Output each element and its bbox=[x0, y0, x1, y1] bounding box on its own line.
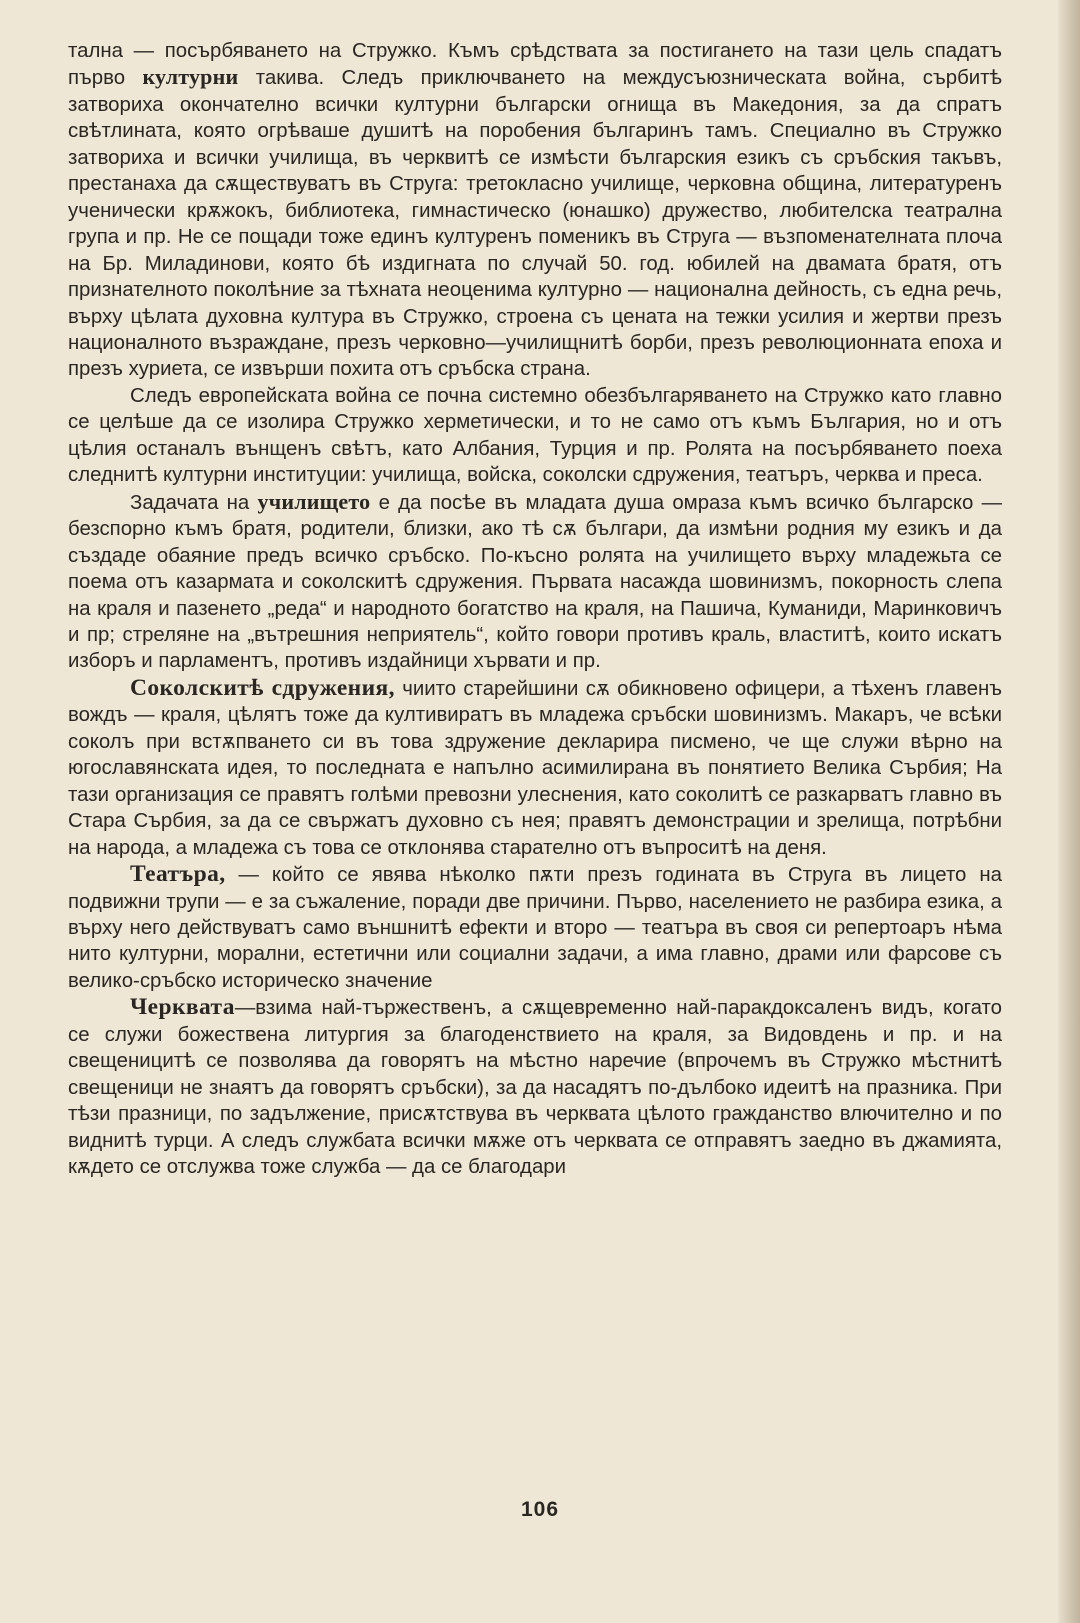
text-run: такива. Следъ приключването на междусъюзническата война, сърбитѣ затвориха окончателно всички културни български огнища въ Македония, за да спратъ свѣтлината, която огрѣваше душитѣ на поробения българинъ тамъ. Специално въ Стружко затвориха и всички училища, въ черквитѣ се измѣсти българския езикъ съ сръбския такъвъ, престанаха да сѫществуватъ въ Струга: третокласно училище, черковна община, литературенъ ученически крѫжокъ, библиотека, гимнастическо (юнашко) дружество, любителска театрална група и пр. Не се пощади тоже единъ културенъ поменикъ въ Струга — възпоменателната плоча на Бр. Миладинови, която бѣ издигната по случай 50. год. юбилей на двамата братя, отъ признателното поколѣние за тѣхната неоценима културно — национална дейность, съ една речь, върху цѣлата духовна култура въ Стружко, строена съ цената на тежки усилия и жертви презъ националното възраждане, презъ черковно—училищнитѣ борби, презъ революционната епоха и презъ хуриета, се извърши похита отъ сръбска страна. bbox=[68, 67, 1002, 381]
paragraph-1 bbox=[68, 38, 1002, 383]
bold-term-uchilishteto: училището bbox=[257, 488, 371, 514]
text-run: е да посѣе въ младата душа омраза къмъ всичко българско — безспорно къмъ братя, родители, близки, ако тѣ сѫ българи, да измѣни родния му езикъ и да създаде обаяние предъ всичко сръбско. По-късно ролята на училището върху младежьта се поема отъ казармата и соколскитѣ сдружения. Първата насажда шовинизмъ, покорность слепа на краля и пазенето „реда“ и народното богатство на краля, на Пашича, Куманиди, Маринковичъ и пр; стреляне на „вътрешния неприятель“, който говори противъ краль, властитѣ, които искатъ изборъ и парламентъ, противъ издайници хървати и пр. bbox=[68, 491, 1002, 673]
bold-term-kulturni: културни bbox=[142, 64, 239, 90]
section-heading-sokolski: Соколскитѣ сдружения, bbox=[130, 674, 395, 701]
text-run: чиито старейшини сѫ обикновено офицери, а тѣхенъ главенъ вождъ — краля, цѣлятъ тоже да култивиратъ въ младежа сръбски шовинизмъ. Макаръ, че всѣки соколъ при встѫпването си въ това здружение декларира писмено, че ще служи вѣрно на югославянската идея, то последната е напълно асимилирана въ понятието Велика Сърбия; На тази организация се правятъ голѣми превозни улеснения, като соколитѣ се разкарватъ главно въ Стара Сърбия, за да се свържатъ духовно съ нея; правятъ демонстрации и зрелища, потрѣбни на народа, а младежа съ това се отклонява старателно отъ въпроситѣ на деня. bbox=[68, 677, 1002, 859]
page-number: 106 bbox=[520, 1498, 560, 1521]
section-heading-teatara: Театъра, bbox=[130, 861, 226, 888]
paragraph-5 bbox=[68, 861, 1002, 994]
paragraph-6 bbox=[68, 994, 1002, 1180]
paragraph-2 bbox=[68, 383, 1002, 489]
section-heading-cherkvata: Черквата bbox=[130, 994, 235, 1021]
scan-page-edge bbox=[1058, 0, 1080, 1623]
paragraph-4 bbox=[68, 675, 1002, 861]
text-run: —взима най-тържественъ, а сѫщевременно най-паракдоксаленъ видъ, когато се служи божествена литургия за благоденствието на краля, за Видовдень и пр. и на свещеницитѣ се позволява да говорятъ на мѣстно наречие (впрочемъ въ Стружко мѣстнитѣ свещеници не знаятъ да говорятъ сръбски), за да насадятъ по-дълбоко идеитѣ на празника. При тѣзи празници, по задължение, присѫтствува въ черквата цѣлото гражданство влючително и по виднитѣ турци. А следъ службата всички мѫже отъ черквата се отправятъ заедно въ джамията, кѫдето се отслужва тоже служба — да се благодари bbox=[68, 997, 1002, 1179]
body-text bbox=[68, 38, 1002, 1180]
text-run: — който се явява нѣколко пѫти презъ годината въ Струга въ лицето на подвижни трупи — е за съжаление, поради две причини. Първо, населението не разбира езика, а върху него действуватъ само външнитѣ ефекти и второ — театъра въ своя си репертоаръ нѣма нито културни, морални, естетични или социални задачи, а има главно, драми или фарсове съ велико-сръбско историческо значение bbox=[68, 864, 1002, 992]
text-run: Задачата на bbox=[130, 491, 258, 514]
text-run: тална — посърбяването на Стружко. Къмъ срѣдствата за постигането на тази цель спадатъ първо bbox=[68, 40, 1002, 90]
text-run: Следъ европейската война се почна системно обезбългаряването на Стружко като главно се целѣше да се изолира Стружко херметически, и то не само отъ къмъ България, но и отъ цѣлия останалъ вънщенъ свѣтъ, като Албания, Турция и пр. Ролята на посърбяването поеха следнитѣ културни институции: училища, войска, соколски сдружения, театъръ, черква и преса. bbox=[68, 384, 1002, 487]
paragraph-3 bbox=[68, 489, 1002, 675]
